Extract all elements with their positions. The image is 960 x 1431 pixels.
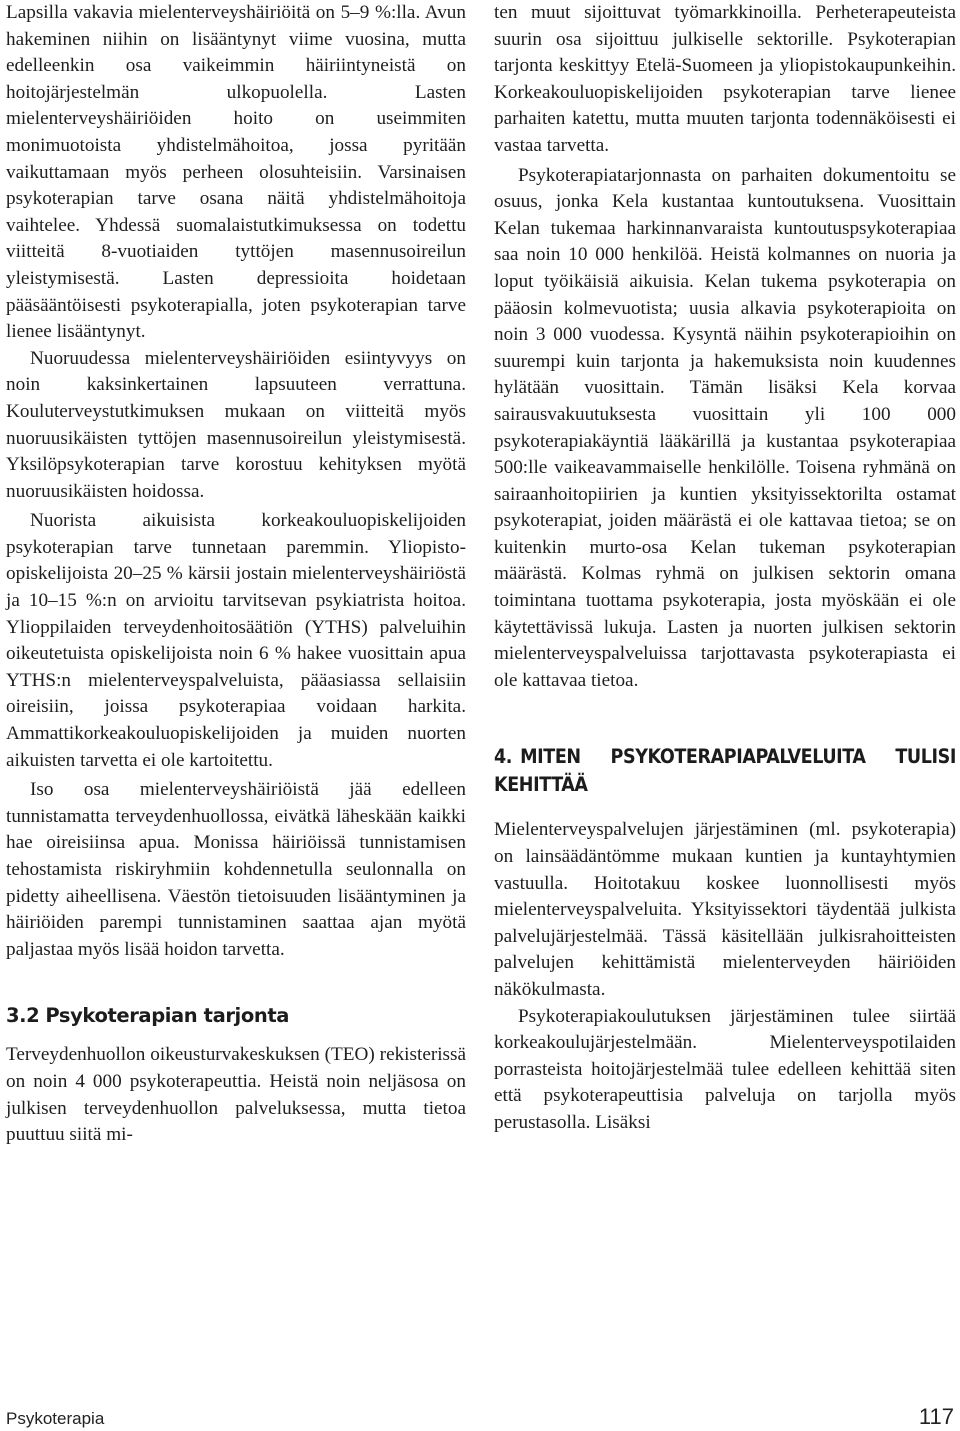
body-paragraph: ten muut sijoittuvat työmarkkinoilla. Perheterapeuteista suurin osa sijoittuu julkiselle sektorille. Psykoterapian tarjonta keskittyy Etelä-Suomeen ja yliopistokaupunkeihin. Korkeakouluopiskelijoiden psykoterapian tarve lienee parhaiten katettu, mutta muuten tarjonta todennäköisesti ei vastaa tarvetta. — [494, 2, 956, 156]
body-paragraph: Iso osa mielenterveyshäiriöistä jää edelleen tunnistamatta terveydenhuollossa, eivätkä läheskään kaikki hae oireisiinsa apua. Monissa häiriöissä tunnistamisen tehostamista riskiryhmiin kohdennetulla seulonnalla on pidetty aiheellisena. Väestön tietoisuuden lisääntyminen ja häiriöiden parempi tunnistaminen saattaa ajan myötä paljastaa myös lisää hoidon tarvetta. — [6, 779, 466, 960]
chapter-heading — [494, 743, 956, 799]
journal-name: Psykoterapia — [6, 1409, 105, 1428]
body-paragraph: Mielenterveyspalvelujen järjestäminen (ml. psykoterapia) on lainsäädäntömme mukaan kuntien ja kuntayhtymien vastuulla. Hoitotakuu koskee luonnollisesti myös mielenterveyspalveluita. Yksityissektori täydentää julkista palvelujärjestelmää. Tässä käsitellään julkisrahoitteisten palvelujen kehittämistä mielenterveyden häiriöiden näkökulmasta. — [494, 819, 956, 1000]
right-column — [494, 0, 956, 1137]
section-title: Psykoterapian tarjonta — [45, 1004, 290, 1028]
section-heading — [6, 1003, 466, 1029]
chapter-number: 4. — [494, 745, 513, 769]
body-paragraph: Nuorista aikuisista korkeakouluopiskelijoiden psykoterapian tarve tunnetaan paremmin. Yliopisto-opiskelijoista 20–25 % kärsii jostain mielenterveyshäiriöstä ja 10–15 %:n on arvioitu tarvitsevan psykiatrista hoitoa. Ylioppilaiden terveydenhoitosäätiön (YTHS) palveluihin oikeutetuista opiskelijoista noin 6 % hakee vuosittain apua YTHS:n mielenterveyspalveluista, pääasiassa sellaisiin oireisiin, joissa psykoterapiaa voidaan harkita. Ammattikorkeakouluopiskelijoiden ja muiden nuorten aikuisten tarvetta ei ole kartoitettu. — [6, 510, 466, 771]
body-paragraph: Terveydenhuollon oikeusturvakeskuksen (TEO) rekisterissä on noin 4 000 psykoterapeuttia. Heistä noin neljäsosa on julkisen terveydenhuollon palveluksessa, mutta tietoa puuttuu siitä mi- — [6, 1044, 466, 1146]
section-number: 3.2 — [6, 1004, 40, 1028]
body-paragraph: Psykoterapiatarjonnasta on parhaiten dokumentoitu se osuus, jonka Kela kustantaa kuntoutuksena. Vuosittain Kelan tukemaa harkinnanvaraista kuntoutuspsykoterapiaa saa noin 10 000 henkilöä. Heistä kolmannes on nuoria ja loput työikäisiä aikuisia. Kelan tukema psykoterapia on pääosin kolmevuotista; uusia alkavia psykoterapioita on noin 3 000 vuodessa. Kysyntä näihin psykoterapioihin on suurempi kuin tarjonta ja hakemuksista noin kuudennes hylätään vuosittain. Tämän lisäksi Kela korvaa sairausvakuutuksesta vuosittain yli 100 000 psykoterapiakäyntiä lääkärillä ja kustantaa psykoterapiaa 500:lle vaikeavammaiselle henkilölle. Toisena ryhmänä on sairaanhoitopiirien ja kuntien yksityissektorilta ostamat psykoterapiat, joiden määrästä ei ole kattavaa tietoa; se on kuitenkin murto-osa Kelan tukeman psykoterapian määrästä. Kolmas ryhmä on julkisen sektorin omana toimintana tuottama psykoterapia, josta myöskään ei ole käytettävissä lukuja. Lasten ja nuorten julkisen sektorin mielenterveyspalveluissa tarjottavasta psykoterapiasta ei ole kattavaa tietoa. — [494, 164, 956, 691]
body-paragraph: Psykoterapiakoulutuksen järjestäminen tulee siirtää korkeakoulujärjestelmään. Mielenterveyspotilaiden porrasteista hoitojärjestelmää tulee edelleen kehittää siten että psykoterapeuttisia palveluja on tarjolla myös perustasolla. Lisäksi — [494, 1005, 956, 1133]
body-paragraph: Nuoruudessa mielenterveyshäiriöiden esiintyvyys on noin kaksinkertainen lapsuuteen verrattuna. Kouluterveystutkimuksen mukaan on viitteitä myös nuoruusikäisten tyttöjen masennusoireilun yleistymisestä. Yksilöpsykoterapian tarve korostuu kehityksen myötä nuoruusikäisten hoidossa. — [6, 347, 466, 502]
page-number: 117 — [918, 1404, 954, 1429]
left-column — [6, 0, 466, 1149]
chapter-title: MITEN PSYKOTERAPIAPALVELUITA TULISI KEHITTÄÄ — [494, 745, 956, 797]
body-paragraph: Lapsilla vakavia mielenterveyshäiriöitä on 5–9 %:lla. Avun hakeminen niihin on lisääntynyt viime vuosina, mutta edelleenkin osa vaikeimmin häiriintyneistä on hoitojärjestelmän ulkopuolella. Lasten mielenterveyshäiriöiden hoito on useimmiten monimuotoista yhdistelmähoitoa, jossa pyritään vaikuttamaan myös perheen olosuhteisiin. Varsinaisen psykoterapian tarve osana näitä yhdistelmähoitoja vaihtelee. Yhdessä suomalaistutkimuksessa on todettu viitteitä 8-vuotiaiden tyttöjen masennusoireilun yleistymisestä. Lasten depressioita hoidetaan pääsääntöisesti psykoterapialla, joten psykoterapian tarve lienee lisääntynyt. — [6, 2, 466, 343]
